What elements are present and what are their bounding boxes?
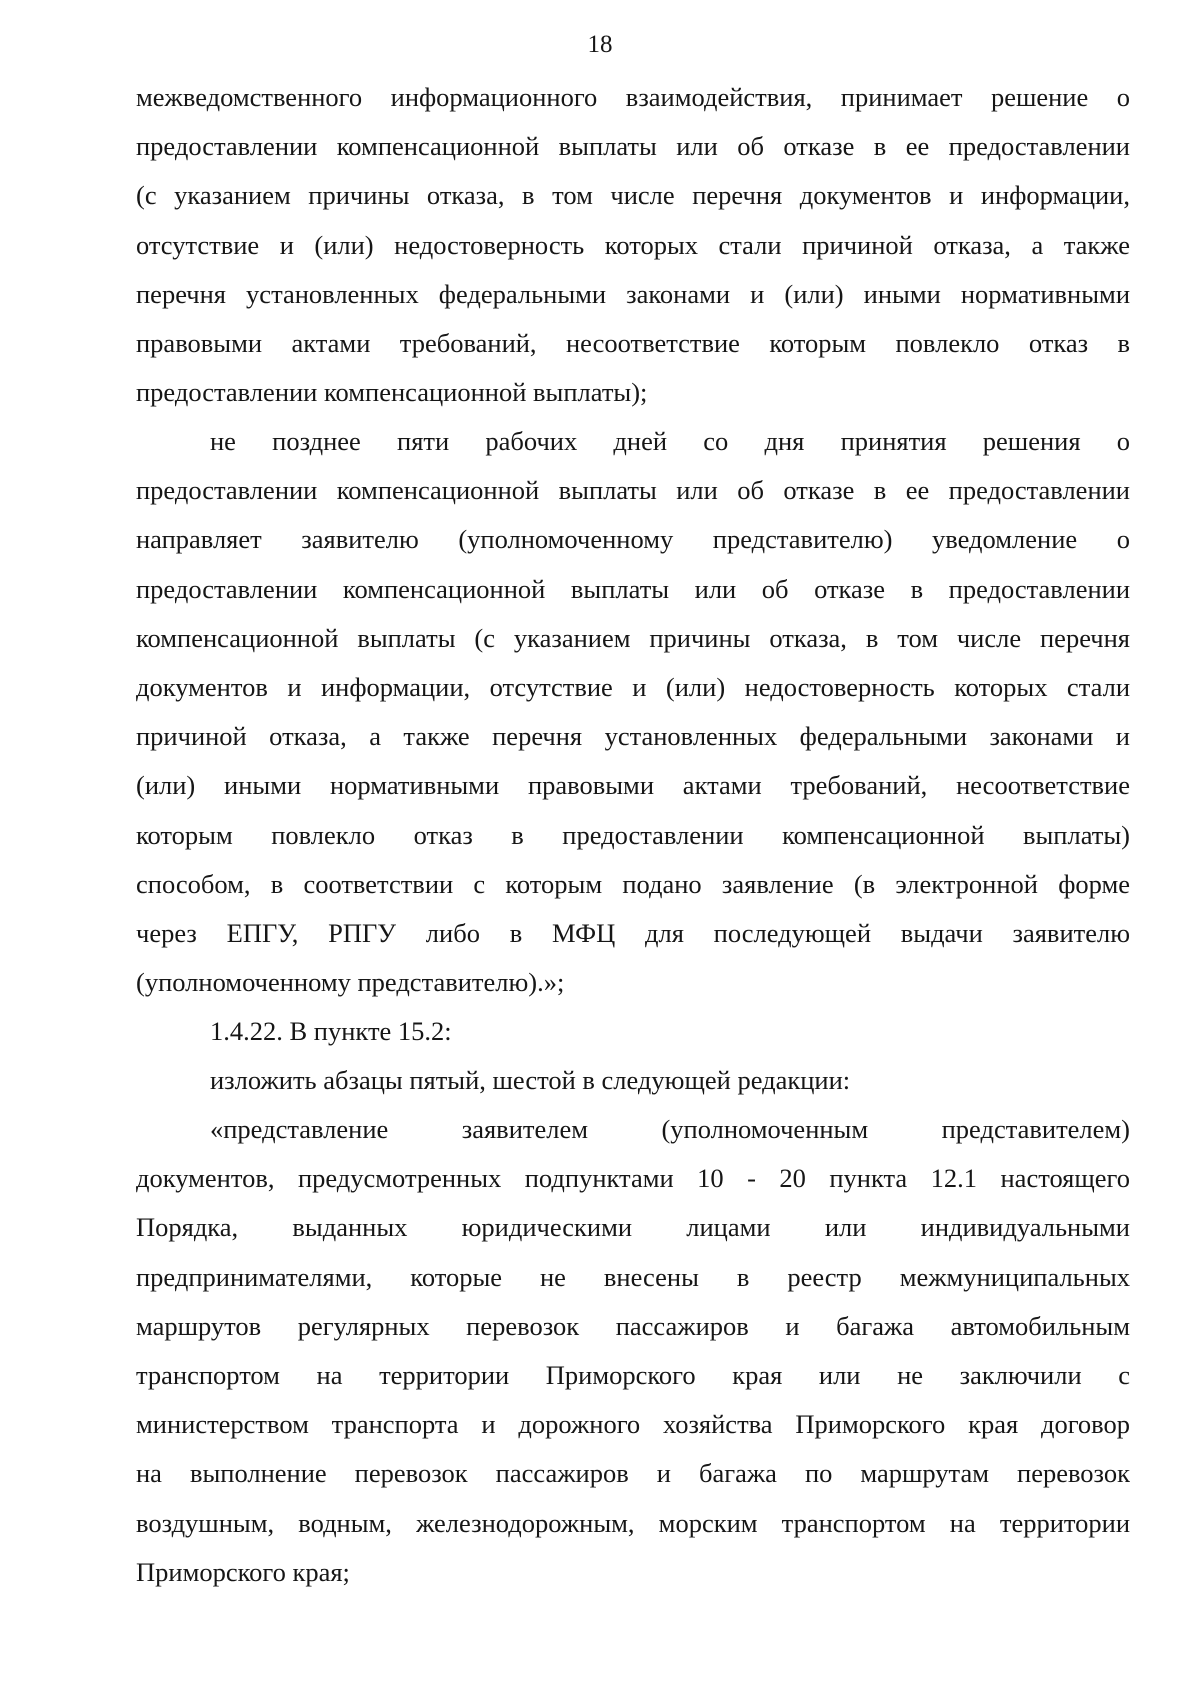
- text-line: предоставлении компенсационной выплаты);: [136, 377, 648, 408]
- paragraph-notification: [136, 417, 1130, 1007]
- text-line: предоставлении компенсационной выплаты или об отказе в ее предоставлении: [136, 475, 1130, 506]
- text-line: (или) иными нормативными правовыми актами требований, несоответствие: [136, 770, 1130, 801]
- text-line: документов, предусмотренных подпунктами 10 - 20 пункта 12.1 настоящего: [136, 1163, 1130, 1194]
- text-line: предпринимателями, которые не внесены в реестр межмуниципальных: [136, 1261, 1130, 1292]
- text-line: которым повлекло отказ в предоставлении компенсационной выплаты): [136, 819, 1130, 850]
- text-line: межведомственного информационного взаимодействия, принимает решение о: [136, 82, 1130, 112]
- text-line: предоставлении компенсационной выплаты или об отказе в ее предоставлении: [136, 131, 1130, 162]
- text-line: правовыми актами требований, несоответствие которым повлекло отказ в: [136, 327, 1130, 358]
- text-line: причиной отказа, а также перечня установленных федеральными законами и: [136, 721, 1130, 752]
- text-line: (уполномоченному представителю).»;: [136, 967, 565, 998]
- paragraph-instruction: [136, 1056, 1130, 1105]
- text-line: изложить абзацы пятый, шестой в следующей редакции:: [210, 1065, 851, 1095]
- text-line: воздушным, водным, железнодорожным, морским транспортом на территории: [136, 1507, 1130, 1538]
- text-line: 1.4.22. В пункте 15.2:: [210, 1016, 452, 1046]
- text-line: маршрутов регулярных перевозок пассажиров и багажа автомобильным: [136, 1310, 1130, 1341]
- text-line: на выполнение перевозок пассажиров и багажа по маршрутам перевозок: [136, 1458, 1130, 1489]
- text-line: предоставлении компенсационной выплаты или об отказе в предоставлении: [136, 573, 1130, 604]
- text-line: не позднее пяти рабочих дней со дня принятия решения о: [210, 426, 1130, 456]
- text-line: компенсационной выплаты (с указанием причины отказа, в том числе перечня: [136, 622, 1130, 653]
- text-line: документов и информации, отсутствие и (или) недостоверность которых стали: [136, 671, 1130, 702]
- text-line: Порядка, выданных юридическими лицами или индивидуальными: [136, 1212, 1130, 1243]
- paragraph-item-heading: [136, 1007, 1130, 1056]
- text-line: направляет заявителю (уполномоченному представителю) уведомление о: [136, 524, 1130, 555]
- text-line: перечня установленных федеральными законами и (или) иными нормативными: [136, 278, 1130, 309]
- paragraph-new-wording: [136, 1105, 1130, 1597]
- page-number: 18: [587, 31, 613, 58]
- paragraph-decision: [136, 73, 1130, 417]
- text-line: транспортом на территории Приморского края или не заключили с: [136, 1359, 1130, 1390]
- text-line: «представление заявителем (уполномоченным представителем): [210, 1114, 1130, 1144]
- text-line: (с указанием причины отказа, в том числе перечня документов и информации,: [136, 180, 1130, 211]
- text-line: способом, в соответствии с которым подано заявление (в электронной форме: [136, 868, 1130, 899]
- text-line: Приморского края;: [136, 1556, 350, 1587]
- text-line: отсутствие и (или) недостоверность которых стали причиной отказа, а также: [136, 229, 1130, 260]
- text-line: министерством транспорта и дорожного хозяйства Приморского края договор: [136, 1409, 1130, 1440]
- text-line: через ЕПГУ, РПГУ либо в МФЦ для последующей выдачи заявителю: [136, 917, 1130, 948]
